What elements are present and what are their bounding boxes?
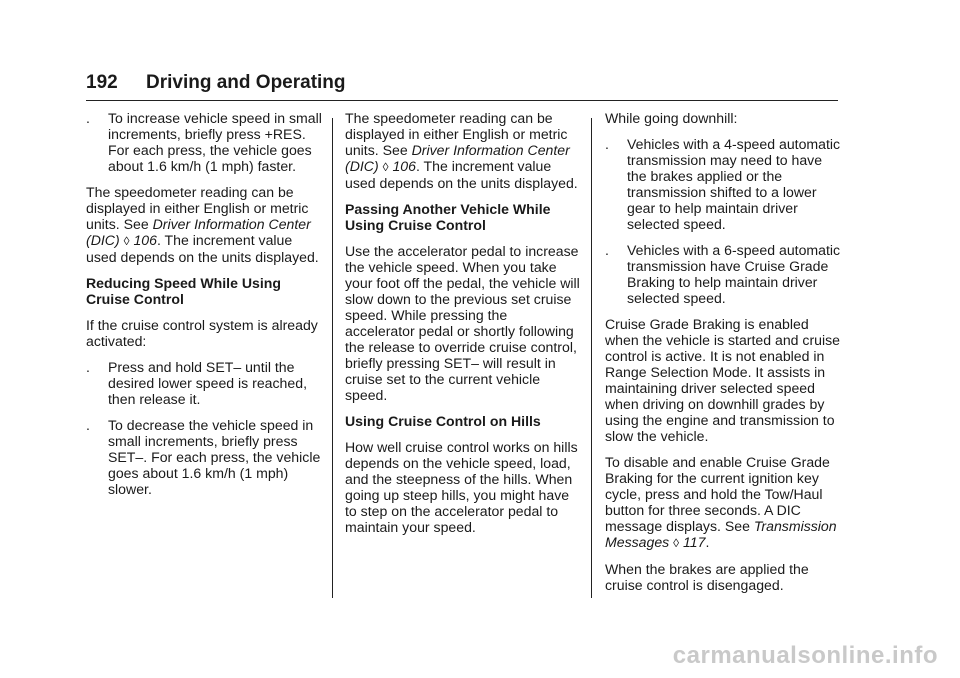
paragraph: How well cruise control works on hills depends on the vehicle speed, load, and the steepness of the hills. When going up steep hills, you might have to step on the accelerator pedal to maintain your speed. xyxy=(345,439,578,535)
paragraph-text: The speedometer reading can be displayed in either English or metric units. See xyxy=(345,110,568,158)
paragraph-text: To disable and enable Cruise Grade Braking for the current ignition key cycle, press and hold the Tow/Haul button for three seconds. A DIC message displays. See xyxy=(605,454,830,534)
bullet-item xyxy=(605,242,845,306)
paragraph: Cruise Grade Braking is enabled when the vehicle is started and cruise control is active. It is not enabled in Range Selection Mode. It assists in maintaining driver selected speed when driving on downhill grades by using the engine and transmission to slow the vehicle. xyxy=(605,316,841,444)
bullet-mark: . xyxy=(86,417,90,433)
column-left xyxy=(86,110,326,507)
cross-reference-link[interactable]: Transmission Messages xyxy=(605,518,837,550)
paragraph-text: . The increment value used depends on the units displayed. xyxy=(345,158,578,191)
bullet-item xyxy=(86,110,326,174)
bullet-mark: . xyxy=(86,110,90,126)
bullet-text: To increase vehicle speed in small increments, briefly press +RES. For each press, the vehicle goes about 1.6 km/h (1 mph) faster. xyxy=(108,110,322,174)
reference-page[interactable]: 117 xyxy=(683,534,706,550)
bullet-mark: . xyxy=(605,136,609,152)
reference-page[interactable]: 106 xyxy=(392,158,416,174)
bullet-item xyxy=(605,136,845,232)
paragraph xyxy=(605,454,845,551)
column-divider xyxy=(591,118,592,598)
watermark: carmanualsonline.info xyxy=(672,642,938,669)
reference-arrow-icon: ◊ xyxy=(123,234,130,248)
paragraph: Use the accelerator pedal to increase the vehicle speed. When you take your foot off the pedal, the vehicle will slow down to the previous set cruise speed. While pressing the accelerator pedal or shortly following the release to override cruise control, briefly pressing SET– will result in cruise set to the current vehicle speed. xyxy=(345,243,580,403)
paragraph-text: The speedometer reading can be displayed in either English or metric units. See xyxy=(86,184,309,232)
reference-arrow-icon: ◊ xyxy=(673,536,680,550)
reference-arrow-icon: ◊ xyxy=(382,160,389,174)
bullet-text: Vehicles with a 6-speed automatic transmission have Cruise Grade Braking to help maintain driver selected speed. xyxy=(627,242,841,306)
subheading: Using Cruise Control on Hills xyxy=(345,413,541,429)
paragraph-text: . The increment value used depends on the units displayed. xyxy=(86,232,319,265)
bullet-text: To decrease the vehicle speed in small increments, briefly press SET–. For each press, the vehicle goes about 1.6 km/h (1 mph) slower. xyxy=(108,417,321,497)
bullet-mark: . xyxy=(86,359,90,375)
bullet-text: Vehicles with a 4-speed automatic transmission may need to have the brakes applied or the transmission shifted to a lower gear to help maintain driver selected speed. xyxy=(627,136,841,232)
page-header xyxy=(86,72,838,101)
cross-reference-link[interactable]: Driver Information Center (DIC) xyxy=(345,142,570,174)
section-title: Driving and Operating xyxy=(146,72,346,93)
paragraph xyxy=(86,184,326,265)
bullet-item xyxy=(86,359,326,407)
column-middle xyxy=(345,110,580,545)
paragraph: If the cruise control system is already activated: xyxy=(86,317,318,349)
paragraph: When the brakes are applied the cruise control is disengaged. xyxy=(605,561,809,593)
column-divider xyxy=(332,118,333,598)
paragraph xyxy=(345,110,580,191)
reference-page[interactable]: 106 xyxy=(133,232,157,248)
cross-reference-link[interactable]: Driver Information Center (DIC) xyxy=(86,216,311,248)
subheading: Passing Another Vehicle While Using Cruise Control xyxy=(345,201,551,233)
bullet-item xyxy=(86,417,326,497)
bullet-text: Press and hold SET– until the desired lower speed is reached, then release it. xyxy=(108,359,307,407)
subheading: Reducing Speed While Using Cruise Control xyxy=(86,275,281,307)
page-number: 192 xyxy=(86,72,118,93)
column-right xyxy=(605,110,845,603)
bullet-mark: . xyxy=(605,242,609,258)
paragraph: While going downhill: xyxy=(605,110,738,126)
paragraph-text: . xyxy=(705,534,710,550)
